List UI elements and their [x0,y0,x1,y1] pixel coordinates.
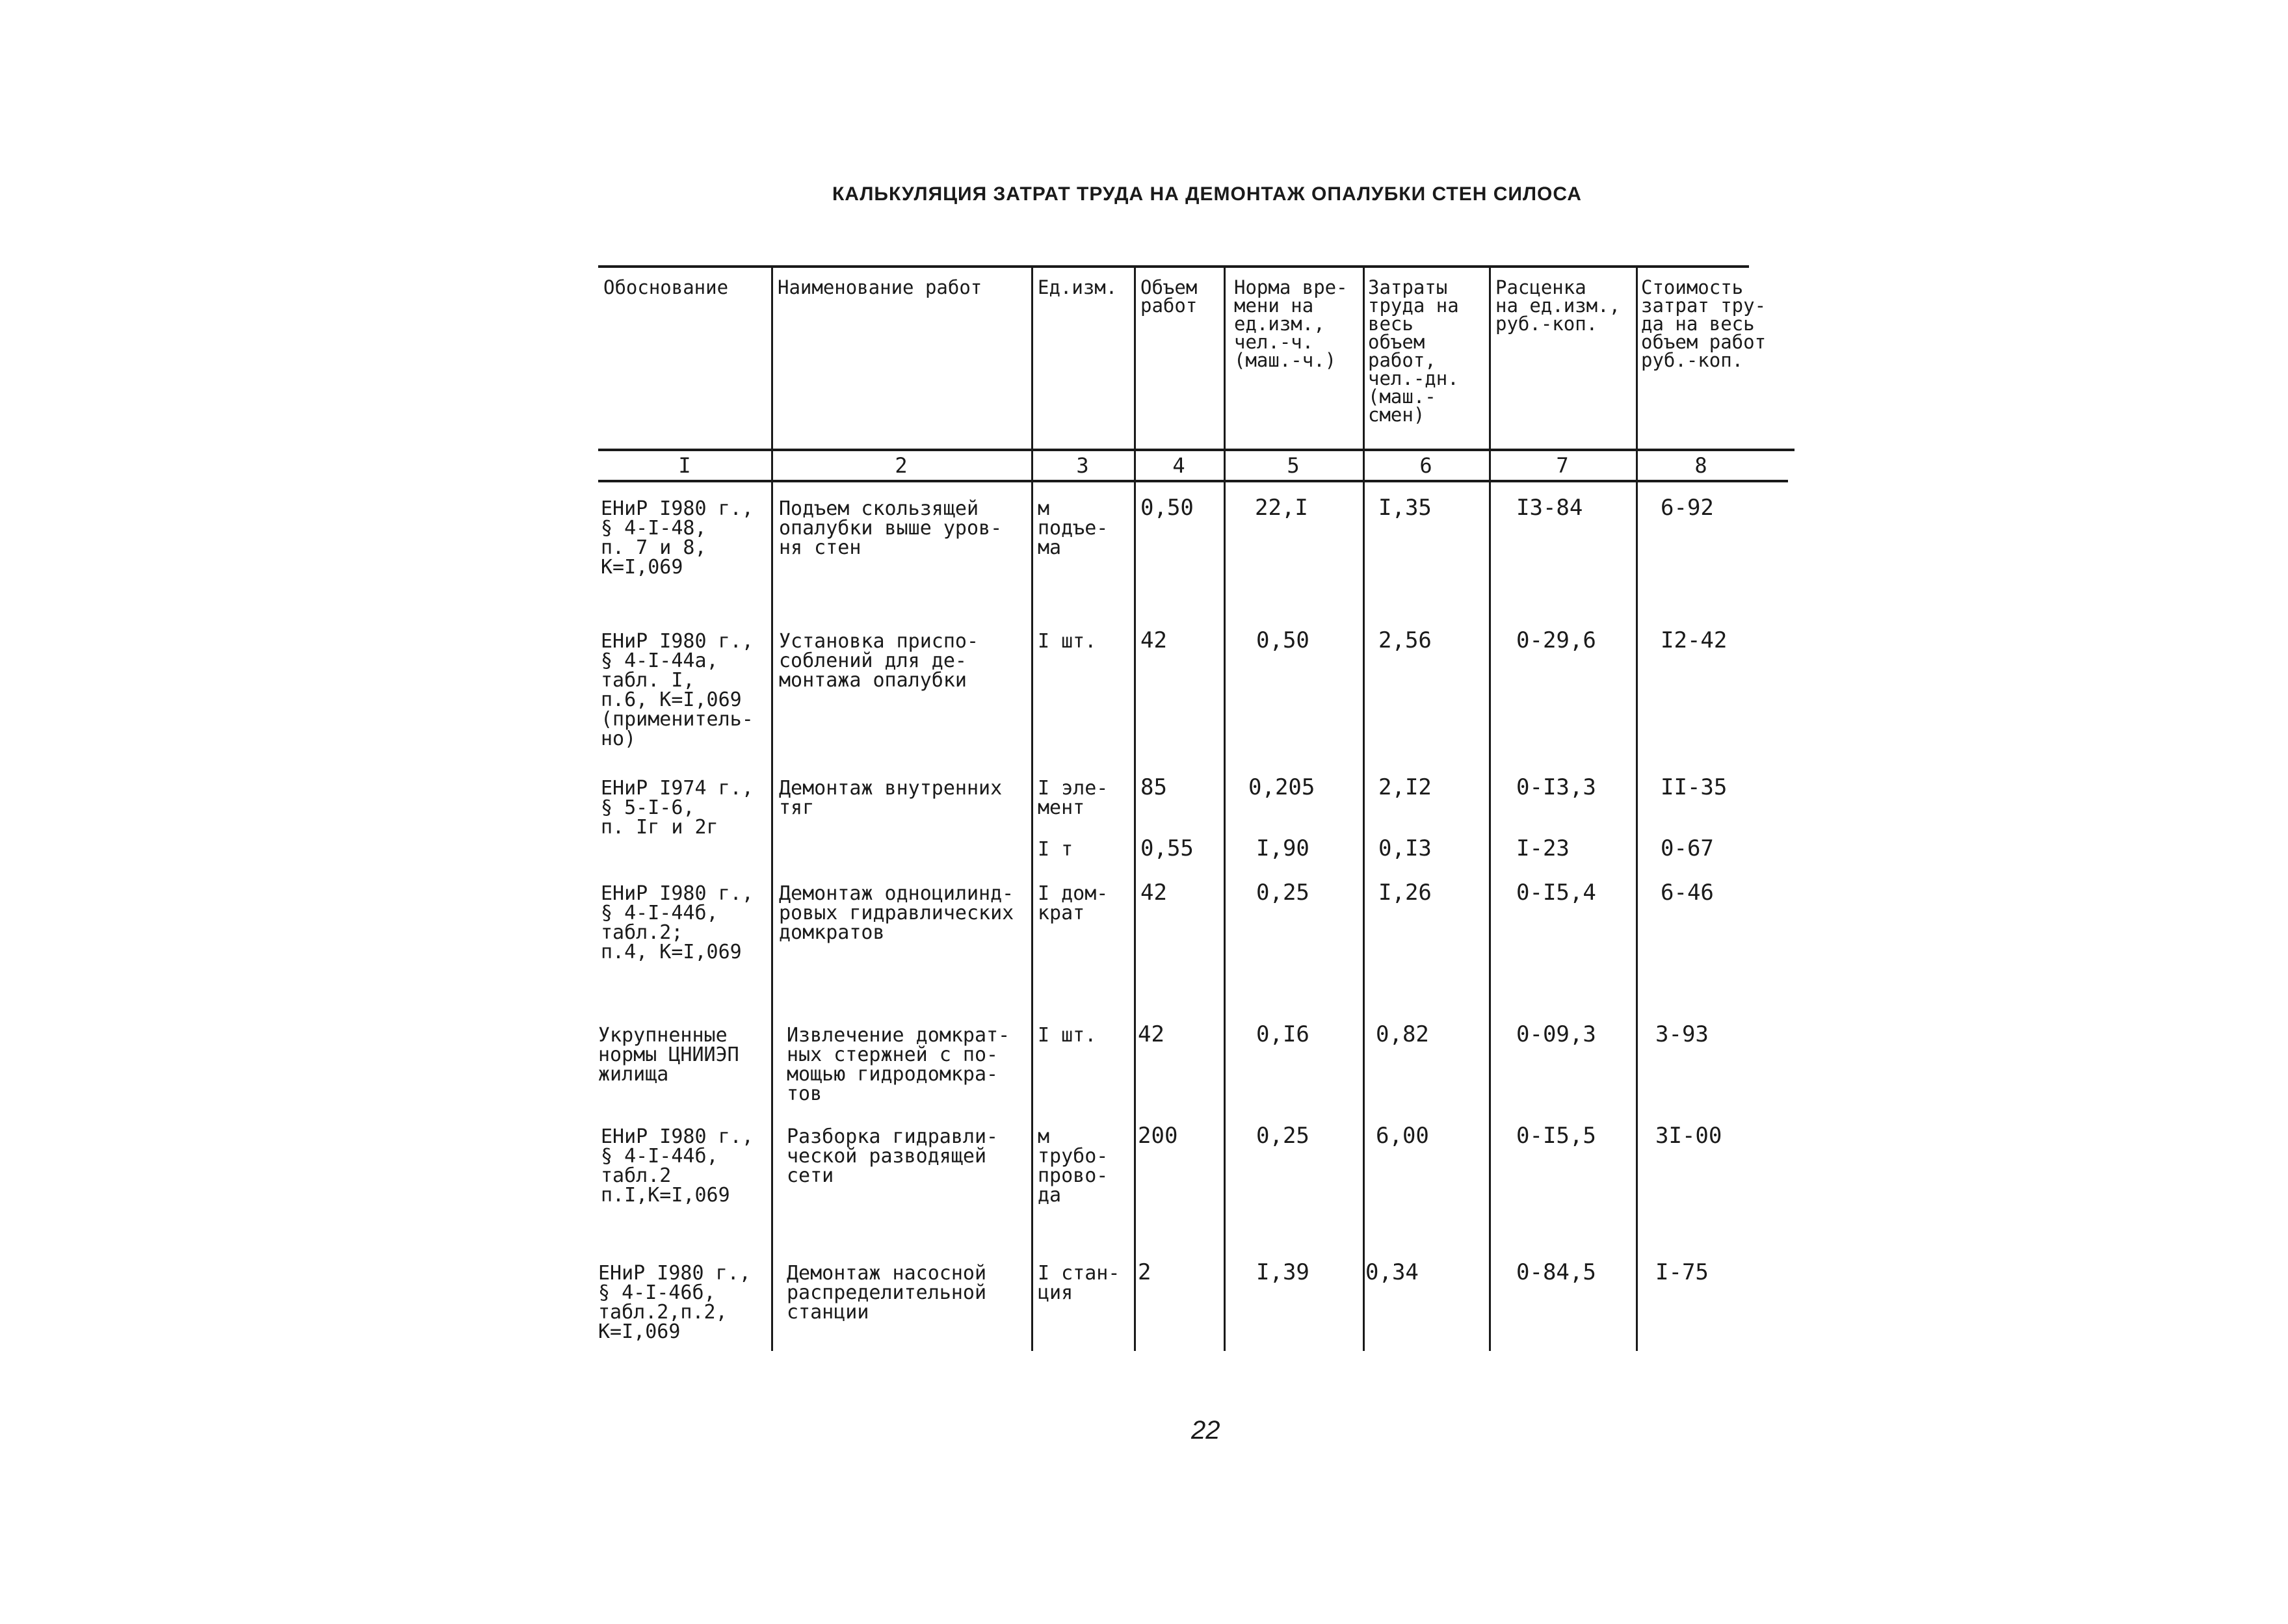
table-cell-labor: 0,34 [1365,1259,1419,1285]
table-cell-work: Подъем скользящей опалубки выше уров- ня стен [779,497,1003,559]
column-index: 3 [1076,453,1089,478]
table-cell-volume: 42 [1138,1021,1164,1047]
page-number: 22 [1191,1416,1220,1445]
table-cell-cost: I-75 [1655,1259,1709,1285]
document-title: КАЛЬКУЛЯЦИЯ ЗАТРАТ ТРУДА НА ДЕМОНТАЖ ОПАЛУБКИ СТЕН СИЛОСА [832,183,1582,205]
table-cell-volume: 200 [1138,1123,1178,1149]
column-header: Наименование работ [778,276,982,298]
table-cell-norm: 0,25 [1256,1123,1309,1149]
column-header: Ед.изм. [1038,276,1118,298]
table-cell-labor: I,26 [1378,880,1432,906]
table-cell-norm: I,90 [1256,835,1309,861]
table-cell-cost: 0-67 [1661,835,1714,861]
table-cell-basis: ЕНиР I980 г., § 4-I-46б, табл.2,п.2, К=I,069 [598,1262,751,1343]
table-cell-work: Демонтаж одноцилинд- ровых гидравлических домкратов [779,882,1014,944]
table-cell-work: Установка приспо- соблений для де- монтажа опалубки [779,630,979,692]
table-cell-volume: 0,50 [1140,495,1194,521]
table-cell-volume: 0,55 [1140,835,1194,861]
table-cell-unit: I стан- ция [1038,1262,1120,1304]
table-cell-work: Разборка гидравли- ческой разводящей сети [787,1125,999,1187]
table-cell-labor: 0,82 [1376,1021,1429,1047]
table-cell-unit: м трубо- прово- да [1038,1125,1109,1207]
table-cell-volume: 42 [1140,880,1167,906]
column-index: 6 [1419,453,1432,478]
column-index: I [678,453,691,478]
table-cell-norm: 0,25 [1256,880,1309,906]
table-cell-unit: I шт. [1038,1024,1097,1047]
table-cell-unit: I т [1038,838,1073,861]
table-cell-labor: 0,I3 [1378,835,1432,861]
table-cell-cost: 6-92 [1661,495,1714,521]
column-divider [1489,265,1491,1351]
table-cell-cost: 6-46 [1661,880,1714,906]
table-cell-labor: 2,I2 [1378,774,1432,800]
column-divider [1031,265,1033,1351]
column-header: Затраты труда на весь объем работ, чел.-дн. (маш.- смен) [1368,276,1459,426]
column-header: Расценка на ед.изм., руб.-коп. [1495,276,1621,335]
table-cell-basis: ЕНиР I980 г., § 4-I-44б, табл.2; п.4, К=I,069 [601,882,754,963]
table-cell-rate: 0-84,5 [1516,1259,1596,1285]
table-cell-rate: 0-I3,3 [1516,774,1596,800]
column-header: Объем работ [1140,276,1198,317]
table-cell-work: Демонтаж насосной распределительной станции [787,1262,987,1324]
table-cell-labor: 2,56 [1378,627,1432,653]
table-cell-norm: 0,I6 [1256,1021,1309,1047]
table-cell-volume: 85 [1140,774,1167,800]
column-index: 5 [1287,453,1300,478]
table-cell-cost: I2-42 [1661,627,1728,653]
table-cell-unit: I эле- мент [1038,777,1109,819]
column-header: Стоимость затрат тру- да на весь объем работ руб.-коп. [1641,276,1767,371]
table-cell-cost: II-35 [1661,774,1728,800]
table-cell-basis: ЕНиР I974 г., § 5-I-6, п. Iг и 2г [601,777,754,839]
table-cell-cost: 3-93 [1655,1021,1709,1047]
table-cell-unit: I шт. [1038,630,1097,653]
labor-cost-table [598,265,1795,1351]
table-cell-rate: 0-09,3 [1516,1021,1596,1047]
column-divider [1134,265,1136,1351]
table-cell-rate: 0-I5,4 [1516,880,1596,906]
table-cell-cost: 3I-00 [1655,1123,1722,1149]
index-row-bottom-rule [598,480,1788,482]
column-divider [1224,265,1226,1351]
table-cell-norm: I,39 [1256,1259,1309,1285]
table-cell-rate: I3-84 [1516,495,1583,521]
table-cell-norm: 0,205 [1248,774,1315,800]
table-cell-unit: I дом- крат [1038,882,1109,924]
table-cell-work: Демонтаж внутренних тяг [779,777,1003,819]
table-cell-labor: 6,00 [1376,1123,1429,1149]
table-cell-unit: м подъе- ма [1038,497,1109,559]
column-header: Обоснование [603,276,729,298]
column-divider [1363,265,1365,1351]
table-cell-norm: 0,50 [1256,627,1309,653]
table-cell-basis: ЕНиР I980 г., § 4-I-44а, табл. I, п.6, К=I,069 (применитель- но) [601,630,754,750]
column-index: 4 [1172,453,1185,478]
header-bottom-rule [598,449,1795,451]
column-divider [771,265,773,1351]
table-cell-rate: 0-29,6 [1516,627,1596,653]
table-cell-volume: 2 [1138,1259,1151,1285]
table-cell-basis: Укрупненные нормы ЦНИИЭП жилища [598,1024,739,1086]
column-header: Норма вре- мени на ед.изм., чел.-ч. (маш.-ч.) [1234,276,1348,371]
table-cell-basis: ЕНиР I980 г., § 4-I-48, п. 7 и 8, К=I,069 [601,497,754,579]
table-cell-rate: 0-I5,5 [1516,1123,1596,1149]
column-index: 7 [1556,453,1569,478]
table-cell-work: Извлечение домкрат- ных стержней с по- мощью гидродомкра- тов [787,1024,1010,1105]
table-cell-volume: 42 [1140,627,1167,653]
column-divider [1636,265,1638,1351]
table-cell-basis: ЕНиР I980 г., § 4-I-44б, табл.2 п.I,К=I,069 [601,1125,754,1207]
column-index: 8 [1694,453,1707,478]
column-index: 2 [895,453,908,478]
table-cell-norm: 22,I [1255,495,1308,521]
table-cell-rate: I-23 [1516,835,1570,861]
table-cell-labor: I,35 [1378,495,1432,521]
